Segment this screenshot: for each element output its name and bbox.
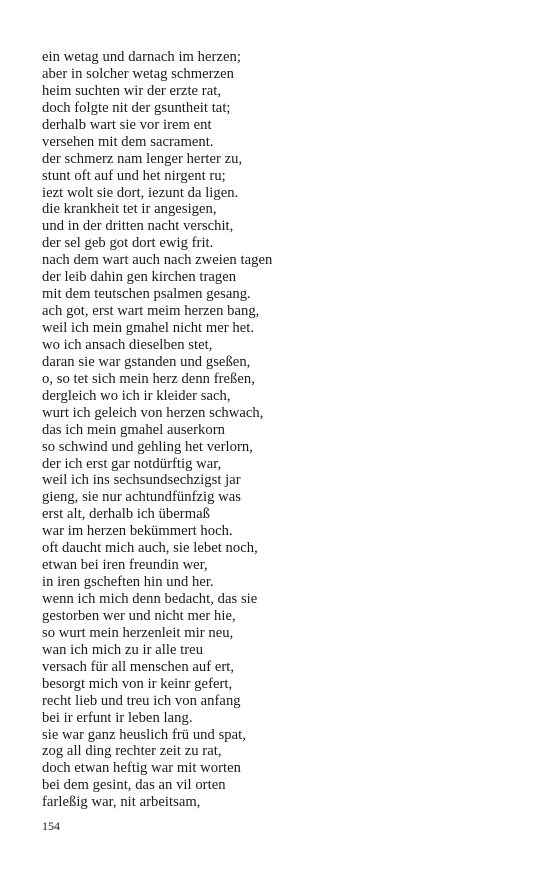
- poem-line: so schwind und gehling het verlorn,: [42, 438, 253, 455]
- poem-line: aber in solcher wetag schmerzen: [42, 65, 234, 82]
- poem-line: wan ich mich zu ir alle treu: [42, 641, 204, 658]
- page-number: 154: [42, 819, 60, 833]
- poem-line: die krankheit tet ir angesigen,: [42, 201, 217, 218]
- poem-line: iezt wolt sie dort, iezunt da ligen.: [42, 184, 239, 201]
- poem-line: versach für all menschen auf ert,: [42, 658, 235, 675]
- poem-line: weil ich mein gmahel nicht mer het.: [42, 320, 255, 336]
- poem-line: ein wetag und darnach im herzen;: [42, 49, 241, 65]
- poem-line: mit dem teutschen psalmen gesang.: [42, 286, 251, 303]
- poem-line: doch etwan heftig war mit worten: [42, 760, 241, 777]
- poem-line: wenn ich mich denn bedacht, das sie: [42, 591, 258, 607]
- poem-line: ach got, erst wart meim herzen bang,: [42, 303, 260, 320]
- poem-line: der ich erst gar notdürftig war,: [42, 455, 222, 472]
- poem-line: doch folgte nit der gsuntheit tat;: [42, 99, 231, 116]
- poem-line: gestorben wer und nicht mer hie,: [42, 607, 236, 624]
- poem-line: wo ich ansach dieselben stet,: [42, 336, 213, 353]
- poem-line: oft daucht mich auch, sie lebet noch,: [42, 540, 258, 557]
- poem-line: nach dem wart auch nach zweien tagen: [42, 252, 273, 269]
- poem-line: der sel geb got dort ewig frit.: [42, 235, 214, 252]
- poem-line: das ich mein gmahel auserkorn: [42, 421, 226, 438]
- poem-line: daran sie war gstanden und gseßen,: [42, 353, 251, 370]
- poem-line: besorgt mich von ir keinr gefert,: [42, 675, 233, 692]
- poem-line: bei ir erfunt ir leben lang.: [42, 709, 193, 726]
- poem-line: farleßig war, nit arbeitsam,: [42, 794, 201, 811]
- poem-line: versehen mit dem sacrament.: [42, 133, 214, 150]
- poem-line: erst alt, derhalb ich übermaß: [42, 506, 210, 523]
- poem-line: war im herzen bekümmert hoch.: [42, 523, 233, 540]
- poem-line: weil ich ins sechsundsechzigst jar: [42, 472, 241, 489]
- poem-line: in iren gscheften hin und her.: [42, 574, 214, 591]
- poem-line: stunt oft auf und het nirgent ru;: [42, 167, 226, 184]
- poem-text: [42, 49, 272, 811]
- poem-line: sie war ganz heuslich frü und spat,: [42, 726, 246, 743]
- poem-line: zog all ding rechter zeit zu rat,: [42, 743, 222, 760]
- poem-line: dergleich wo ich ir kleider sach,: [42, 387, 231, 404]
- poem-line: so wurt mein herzenleit mir neu,: [42, 624, 234, 641]
- poem-line: recht lieb und treu ich von anfang: [42, 692, 241, 709]
- poem-line: heim suchten wir der erzte rat,: [42, 82, 222, 99]
- poem-line: gieng, sie nur achtundfünfzig was: [42, 489, 242, 506]
- poem-line: etwan bei iren freundin wer,: [42, 557, 208, 574]
- poem-line: der leib dahin gen kirchen tragen: [42, 269, 237, 286]
- poem-line: bei dem gesint, das an vil orten: [42, 777, 226, 794]
- poem-line: o, so tet sich mein herz denn freßen,: [42, 370, 255, 387]
- poem-line: derhalb wart sie vor irem ent: [42, 116, 212, 133]
- poem-line: und in der dritten nacht verschit,: [42, 218, 234, 235]
- poem-line: wurt ich geleich von herzen schwach,: [42, 404, 264, 421]
- poem-line: der schmerz nam lenger herter zu,: [42, 150, 243, 167]
